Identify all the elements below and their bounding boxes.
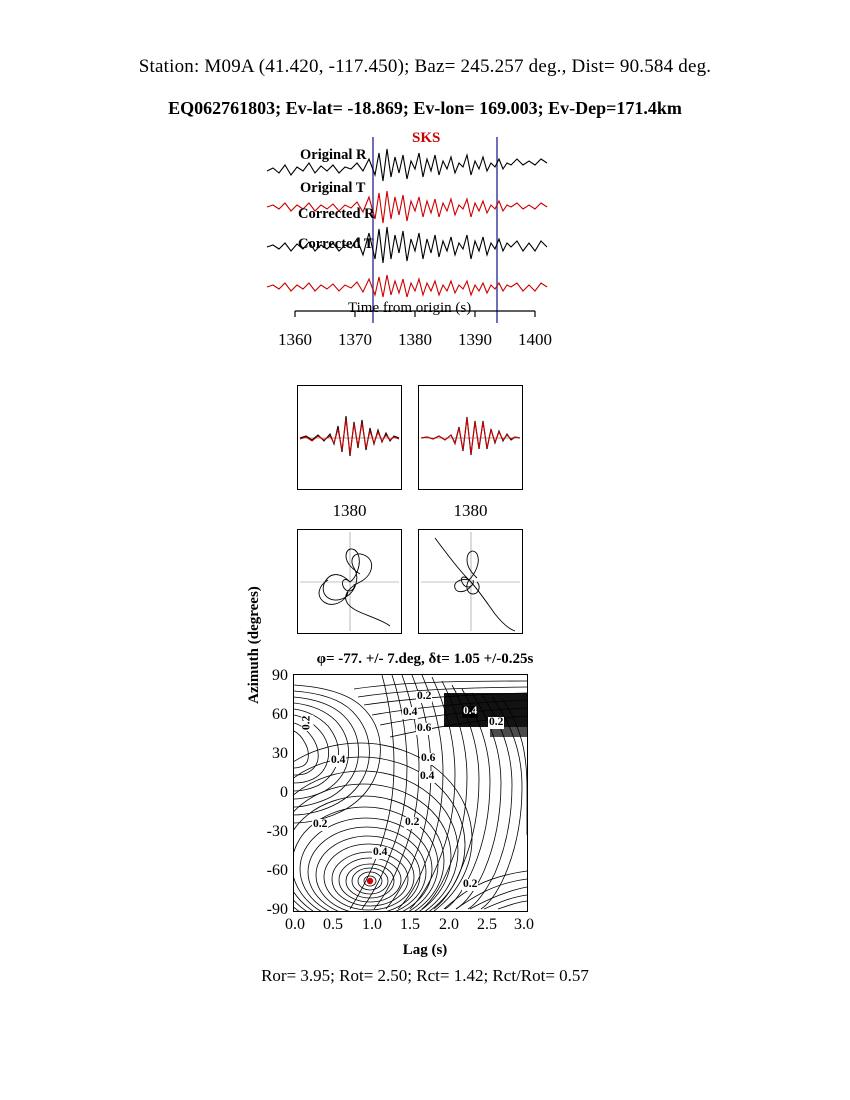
waveform-tick-2: 1380 — [398, 330, 432, 349]
contour-label-2: 0.6 — [417, 722, 432, 734]
contour-xticks — [285, 916, 534, 940]
contour-label-4: 0.2 — [300, 715, 313, 730]
waveform-axis-ticks — [265, 330, 550, 354]
contour-label-5: 0.4 — [331, 754, 346, 766]
contour-xtick-0: 0.0 — [285, 916, 305, 933]
contour-plot — [293, 674, 528, 912]
contour-xtick-5: 2.5 — [477, 916, 497, 933]
contour-label-3: 0.4 — [463, 705, 478, 717]
contour-label-0: 0.2 — [417, 690, 432, 702]
waveform-tick-1: 1370 — [338, 330, 372, 349]
contour-ytick-3: 0 — [280, 784, 288, 801]
mini-waveform-corrected — [418, 385, 523, 490]
mini-waveform-uncorrected — [297, 385, 402, 490]
mini-waveform-corrected-svg — [419, 386, 522, 489]
trace-corrected-t — [267, 275, 547, 297]
waveform-tick-4: 1400 — [518, 330, 552, 349]
contour-label-11: 0.2 — [463, 878, 478, 890]
contour-title: φ= -77. +/- 7.deg, δt= 1.05 +/-0.25s — [316, 651, 534, 667]
contour-ytick-1: 60 — [272, 706, 288, 723]
event-header-line: EQ062761803; Ev-lat= -18.869; Ev-lon= 169.003; Ev-Dep=171.4km — [168, 98, 682, 118]
contour-label-1: 0.4 — [403, 706, 418, 718]
label-corrected-r: Corrected R — [298, 206, 375, 222]
contour-label-7: 0.4 — [420, 770, 435, 782]
particle-motion-corrected — [418, 529, 523, 634]
particle-motion-corrected-svg — [419, 530, 522, 633]
contour-xlabel: Lag (s) — [402, 942, 448, 958]
contour-xtick-1: 0.5 — [323, 916, 343, 933]
contour-ytick-2: 30 — [272, 745, 288, 762]
contour-ytick-0: 90 — [272, 667, 288, 684]
contour-ylabel: Azimuth (degrees) — [246, 586, 262, 704]
contour-xtick-2: 1.0 — [362, 916, 382, 933]
contour-label-12: 0.2 — [489, 716, 504, 728]
label-sks-phase: SKS — [412, 130, 441, 146]
minimum-marker — [367, 878, 373, 884]
contour-xtick-4: 2.0 — [439, 916, 459, 933]
waveform-tick-0: 1360 — [278, 330, 312, 349]
mini-waveform-right-tick: 1380 — [453, 501, 488, 520]
contour-label-6: 0.6 — [421, 752, 436, 764]
contour-ytick-4: -30 — [266, 823, 288, 840]
station-header-line: Station: M09A (41.420, -117.450); Baz= 245.257 deg., Dist= 90.584 deg. — [138, 56, 712, 77]
particle-motion-uncorrected-svg — [298, 530, 401, 633]
contour-label-8: 0.2 — [313, 818, 328, 830]
label-original-r: Original R — [300, 147, 367, 163]
footer-stats: Ror= 3.95; Rot= 2.50; Rct= 1.42; Rct/Rot= 0.57 — [261, 966, 589, 985]
contour-yticks — [238, 667, 288, 918]
contour-label-9: 0.2 — [405, 816, 420, 828]
contour-xtick-3: 1.5 — [400, 916, 420, 933]
waveform-tick-3: 1390 — [458, 330, 492, 349]
mini-waveform-uncorrected-svg — [298, 386, 401, 489]
waveform-axis-title: Time from origin (s) — [348, 300, 472, 316]
particle-motion-uncorrected — [297, 529, 402, 634]
contour-ytick-5: -60 — [266, 862, 288, 879]
label-original-t: Original T — [300, 180, 366, 196]
mini-waveform-left-tick: 1380 — [332, 501, 367, 520]
label-corrected-t: Corrected T — [298, 236, 374, 252]
contour-label-10: 0.4 — [373, 846, 388, 858]
contour-ytick-6: -90 — [266, 901, 288, 918]
contour-xtick-6: 3.0 — [514, 916, 534, 933]
